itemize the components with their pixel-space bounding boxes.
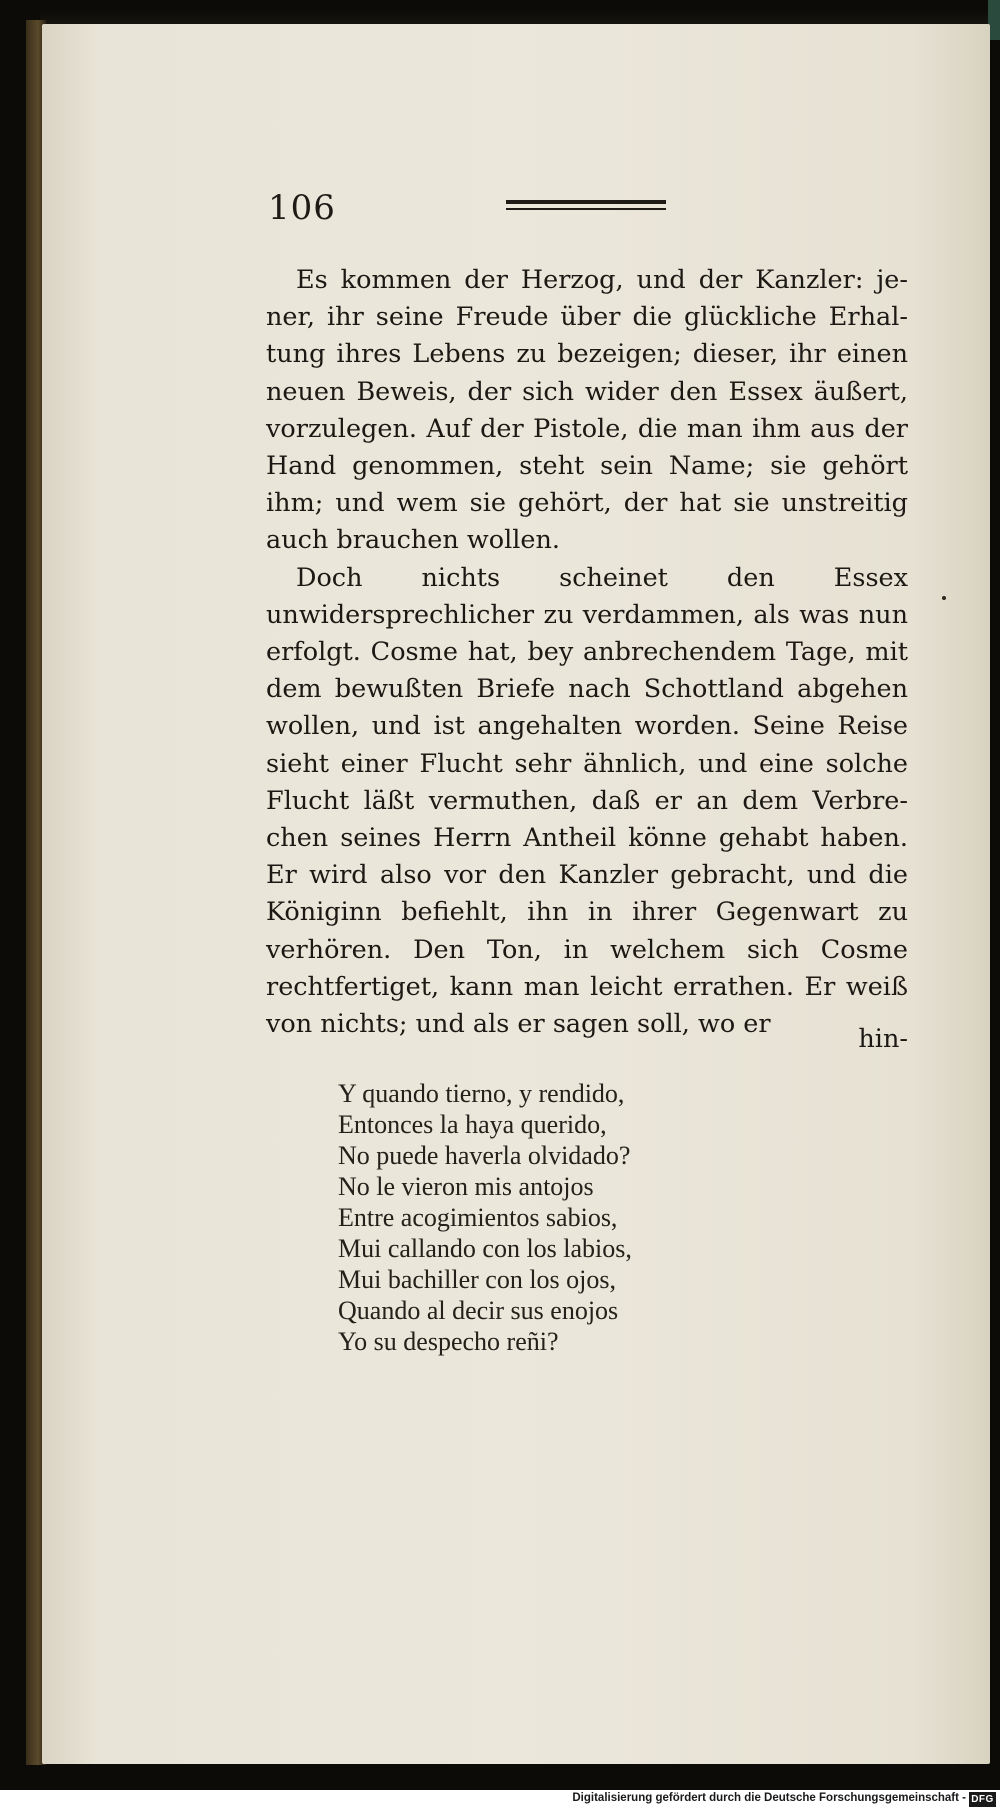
verse-line: Yo su despecho reñi? bbox=[338, 1327, 559, 1356]
margin-mark bbox=[942, 596, 946, 600]
verse-line: Entre acogimientos sabios, bbox=[338, 1203, 618, 1232]
verse-line: Mui callando con los labios, bbox=[338, 1234, 632, 1263]
spanish-verse-quote bbox=[338, 1078, 798, 1357]
verse-line: No puede haverla olvidado? bbox=[338, 1141, 631, 1170]
digitization-credit: Digitalisierung gefördert durch die Deutsche Forschungsgemeinschaft - bbox=[572, 1792, 966, 1804]
catchword: hin- bbox=[858, 1024, 908, 1054]
paragraph: Es kommen der Herzog, und der Kanzler: jener, ihr seine Freude über die glückliche Erhaltung ihres Lebens zu bezeigen; dieser, ihr einen neuen Beweis, der sich wider den Essex äußert, vorzulegen. Auf der Pistole, die man ihm aus der Hand genommen, steht sein Name; sie gehört ihm; und wem sie gehört, der hat sie unstreitig auch brauchen wollen. bbox=[266, 265, 908, 556]
page-number: 106 bbox=[268, 188, 336, 228]
header-rule bbox=[506, 200, 666, 210]
verse-line: Y quando tierno, y rendido, bbox=[338, 1079, 625, 1108]
verse-line: Entonces la haya querido, bbox=[338, 1110, 607, 1139]
verse-line: Mui bachiller con los ojos, bbox=[338, 1265, 617, 1294]
verse-line: Quando al decir sus enojos bbox=[338, 1296, 619, 1325]
german-prose-block bbox=[266, 262, 908, 1043]
paragraph: Doch nichts scheinet den Essex unwidersprechlicher zu verdammen, als was nun erfolgt. Cosme hat, bey anbrechendem Tage, mit dem bewußten Briefe nach Schottland abgehen wollen, und ist angehalten worden. Seine Reise sieht einer Flucht sehr ähnlich, und eine solche Flucht läßt vermuthen, daß er an dem Verbrechen seines Herrn Antheil könne gehabt haben. Er wird also vor den Kanzler gebracht, und die Königinn befiehlt, ihn in ihrer Gegenwart zu verhören. Den Ton, in welchem sich Cosme rechtfertiget, kann man leicht errathen. Er weiß von nichts; und als er sagen soll, wo er bbox=[266, 562, 908, 1040]
verse-line: No le vieron mis antojos bbox=[338, 1172, 594, 1201]
dfg-logo-icon: DFG bbox=[969, 1792, 996, 1807]
